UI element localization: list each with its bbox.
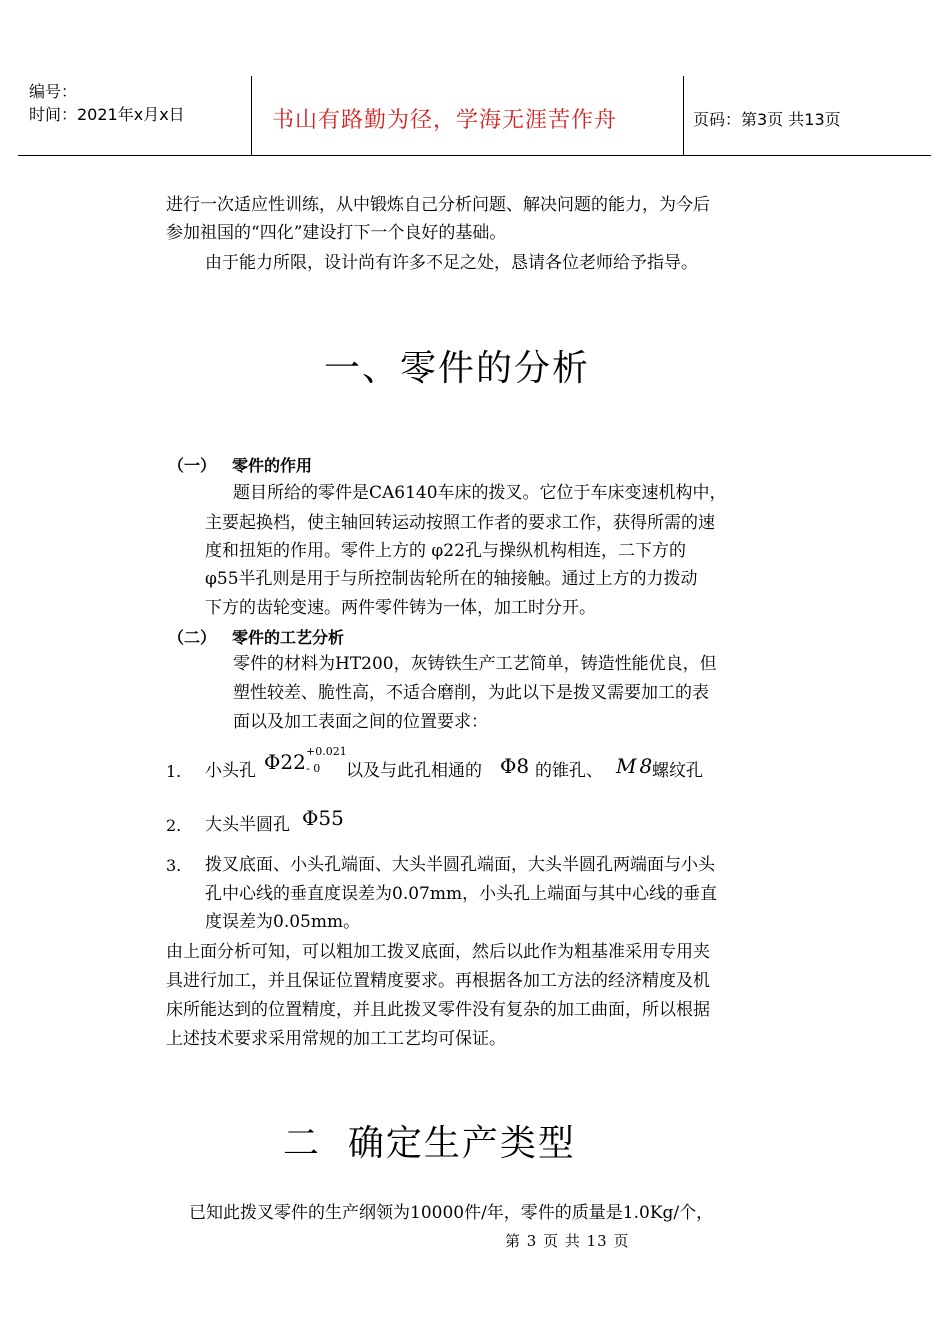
m8-symbol: M8 (616, 754, 656, 778)
intro-line-1: 进行一次适应性训练，从中锻炼自己分析问题、解决问题的能力，为今后 (166, 195, 710, 215)
subsection-2-number: （二） (168, 628, 217, 647)
sub2-line: 零件的材料为HT200，灰铸铁生产工艺简单，铸造性能优良，但 (233, 654, 717, 674)
item-text: 孔中心线的垂直度误差为0.07mm，小头孔上端面与其中心线的垂直 (205, 884, 718, 904)
intro-line-3: 由于能力所限，设计尚有许多不足之处，恳请各位老师给予指导。 (205, 253, 698, 273)
tolerance-lower: - 0 (306, 762, 321, 775)
summary-line: 由上面分析可知，可以粗加工拨叉底面，然后以此作为粗基准采用专用夹 (166, 942, 710, 962)
item-text: 螺纹孔 (652, 761, 703, 781)
sub1-line: 度和扭矩的作用。零件上方的 φ22孔与操纵机构相连，二下方的 (205, 541, 686, 561)
summary-line: 床所能达到的位置精度，并且此拨叉零件没有复杂的加工曲面，所以根据 (166, 1000, 710, 1020)
item-text: 拨叉底面、小头孔端面、大头半圆孔端面，大头半圆孔两端面与小头 (205, 855, 715, 875)
sub1-line: 题目所给的零件是CA6140车床的拨叉。它位于车床变速机构中， (233, 483, 727, 503)
section-1-title: 一、零件的分析 (324, 348, 591, 389)
header-bottom-rule (18, 155, 931, 156)
sub1-line: φ55半孔则是用于与所控制齿轮所在的轴接触。通过上方的力拨动 (205, 569, 698, 589)
header-date-label: 时间：2021年x月x日 (29, 105, 185, 124)
summary-line: 上述技术要求采用常规的加工工艺均可保证。 (166, 1029, 506, 1049)
section-2-title: 二 确定生产类型 (283, 1123, 576, 1164)
sub2-line: 塑性较差、脆性高，不适合磨削，为此以下是拨叉需要加工的表 (233, 683, 709, 703)
phi8-symbol: Φ8 (500, 754, 530, 778)
subsection-1-number: （一） (168, 456, 217, 475)
subsection-2-title: 零件的工艺分析 (232, 628, 345, 647)
item-text: 以及与此孔相通的 (346, 761, 482, 781)
phi22-symbol: Φ22 (264, 750, 306, 774)
sub1-line: 下方的齿轮变速。两件零件铸为一体，加工时分开。 (205, 598, 596, 618)
item-text: 的锥孔、 (535, 761, 603, 781)
item-number: 2. (166, 816, 182, 835)
item-text: 大头半圆孔 (205, 815, 290, 835)
intro-line-2: 参加祖国的“四化”建设打下一个良好的基础。 (166, 223, 507, 243)
subsection-1-title: 零件的作用 (232, 456, 313, 475)
header-divider-left (251, 76, 252, 156)
summary-line: 具进行加工，并且保证位置精度要求。再根据各加工方法的经济精度及机 (166, 971, 710, 991)
header-page-info: 页码：第3页 共13页 (693, 110, 841, 129)
header-motto: 书山有路勤为径，学海无涯苦作舟 (272, 108, 618, 133)
item-number: 3. (166, 856, 182, 875)
tolerance-upper: +0.021 (306, 745, 347, 758)
item-text: 度误差为0.05mm。 (205, 912, 361, 932)
page-footer: 第 3 页 共 13 页 (505, 1232, 630, 1250)
header-serial-label: 编号： (29, 82, 78, 101)
item-text: 小头孔 (205, 761, 256, 781)
phi55-symbol: Φ55 (302, 806, 344, 830)
section-2-line: 已知此拨叉零件的生产纲领为10000件/年，零件的质量是1.0Kg/个， (189, 1203, 714, 1223)
item-number: 1. (166, 762, 182, 781)
header-divider-right (683, 76, 684, 156)
sub1-line: 主要起换档，使主轴回转运动按照工作者的要求工作，获得所需的速 (205, 513, 715, 533)
sub2-line: 面以及加工表面之间的位置要求： (233, 712, 488, 732)
